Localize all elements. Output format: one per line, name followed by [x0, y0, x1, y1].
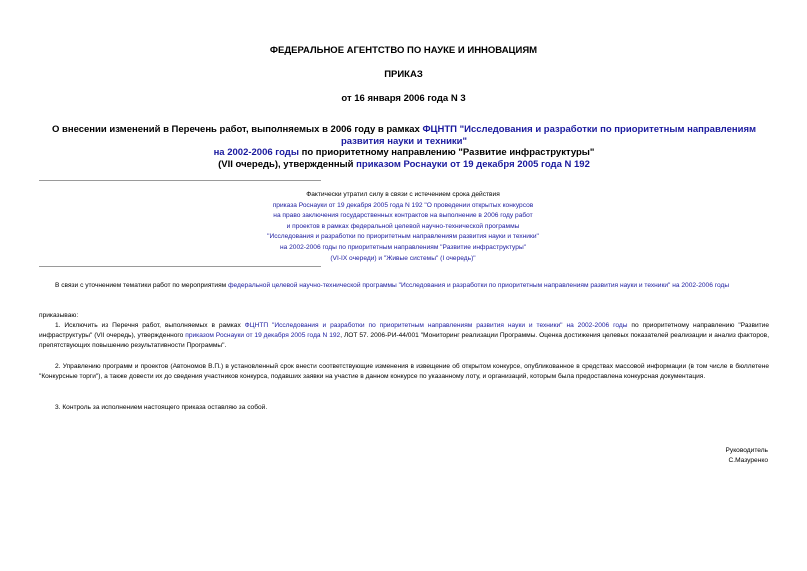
divider-top: [39, 180, 321, 181]
document-title: [36, 124, 772, 170]
item-1-paragraph: [39, 321, 769, 352]
intro-program-link[interactable]: федеральной целевой научно-технической программы "Исследования и разработки по приоритетным направлениям развития науки и техники" на 2002-2006 годы: [228, 282, 730, 289]
intro-text: В связи с уточнением тематики работ по мероприятиям: [55, 282, 229, 289]
signature-name: С.Мазуренко: [728, 457, 768, 464]
signature-position: Руководитель: [725, 447, 768, 454]
title-text-3: (VII очередь), утвержденный: [218, 158, 357, 170]
status-note-link-line[interactable]: на 2002-2006 годы по приоритетным направлениям "Развитие инфраструктуры": [279, 243, 527, 251]
item-1-order-link[interactable]: приказом Роснауки от 19 декабря 2005 года N 192: [185, 332, 341, 340]
divider-bottom: [39, 266, 321, 267]
item-1-program-link[interactable]: ФЦНТП "Исследования и разработки по приоритетным направлениям развития науки и техники" на 2002-2006 годы: [244, 322, 628, 329]
title-link-order[interactable]: приказом Роснауки от 19 декабря 2005 года N 192: [356, 158, 590, 170]
status-note: [200, 190, 606, 264]
ordered-word: приказываю:: [39, 312, 79, 319]
title-text-1: О внесении изменений в Перечень работ, выполняемых в 2006 году в рамках: [51, 124, 423, 135]
item-1-text-a: 1. Исключить из Перечня работ, выполняемых в рамках: [55, 322, 245, 329]
status-note-link-line[interactable]: на право заключения государственных контрактов на выполнение в 2006 году работ: [273, 212, 533, 220]
status-note-line: Фактически утратил силу в связи с истечением срока действия: [306, 191, 500, 198]
document-date-number: от 16 января 2006 года N 3: [341, 93, 466, 104]
document-type: ПРИКАЗ: [384, 69, 423, 80]
title-text-2: по приоритетному направлению "Развитие инфраструктуры": [298, 147, 595, 158]
intro-paragraph: [39, 281, 769, 291]
item-1-text-c: , ЛОТ 57. 2006-РИ-44/001 "Мониторинг реализации Программы. Оценка достижения целевых показателей реализации и анализ факторов, препятствующих повышению результативности Программы".: [39, 332, 770, 350]
status-note-link-line[interactable]: (VI-IX очереди) и "Живые системы" (I очередь)": [330, 254, 476, 262]
title-link-years[interactable]: на 2002-2006 годы: [213, 147, 299, 158]
agency-name: ФЕДЕРАЛЬНОЕ АГЕНТСТВО ПО НАУКЕ И ИННОВАЦИЯМ: [269, 45, 538, 56]
item-3-paragraph: 3. Контроль за исполнением настоящего приказа оставляю за собой.: [55, 404, 268, 411]
title-link-program[interactable]: ФЦНТП "Исследования и разработки по приоритетным направлениям развития науки и техники": [340, 124, 757, 147]
item-1-text-b: по приоритетному направлению "Развитие инфраструктуры" (VII очередь), утвержденного: [39, 322, 770, 340]
status-note-link-line[interactable]: приказа Роснауки от 19 декабря 2005 года N 192 "О проведении открытых конкурсов: [272, 201, 534, 209]
status-note-link-line[interactable]: и проектов в рамках федеральной целевой научно-технической программы: [286, 222, 520, 230]
item-2-paragraph: 2. Управлению программ и проектов (Автономов В.П.) в установленный срок внести соответствующие изменения в извещение об открытом конкурсе, опубликованное в средствах массовой информации (в том числе в бюллетене "Конкурсные торги"), а также довести их до сведения участников конкурса, подавших заявки на участие в данном конкурсе по указанному лоту, и организаций, которым была предоставлена конкурсная документация.: [39, 363, 769, 381]
status-note-link-line[interactable]: "Исследования и разработки по приоритетным направлениям развития науки и техники": [267, 233, 539, 241]
